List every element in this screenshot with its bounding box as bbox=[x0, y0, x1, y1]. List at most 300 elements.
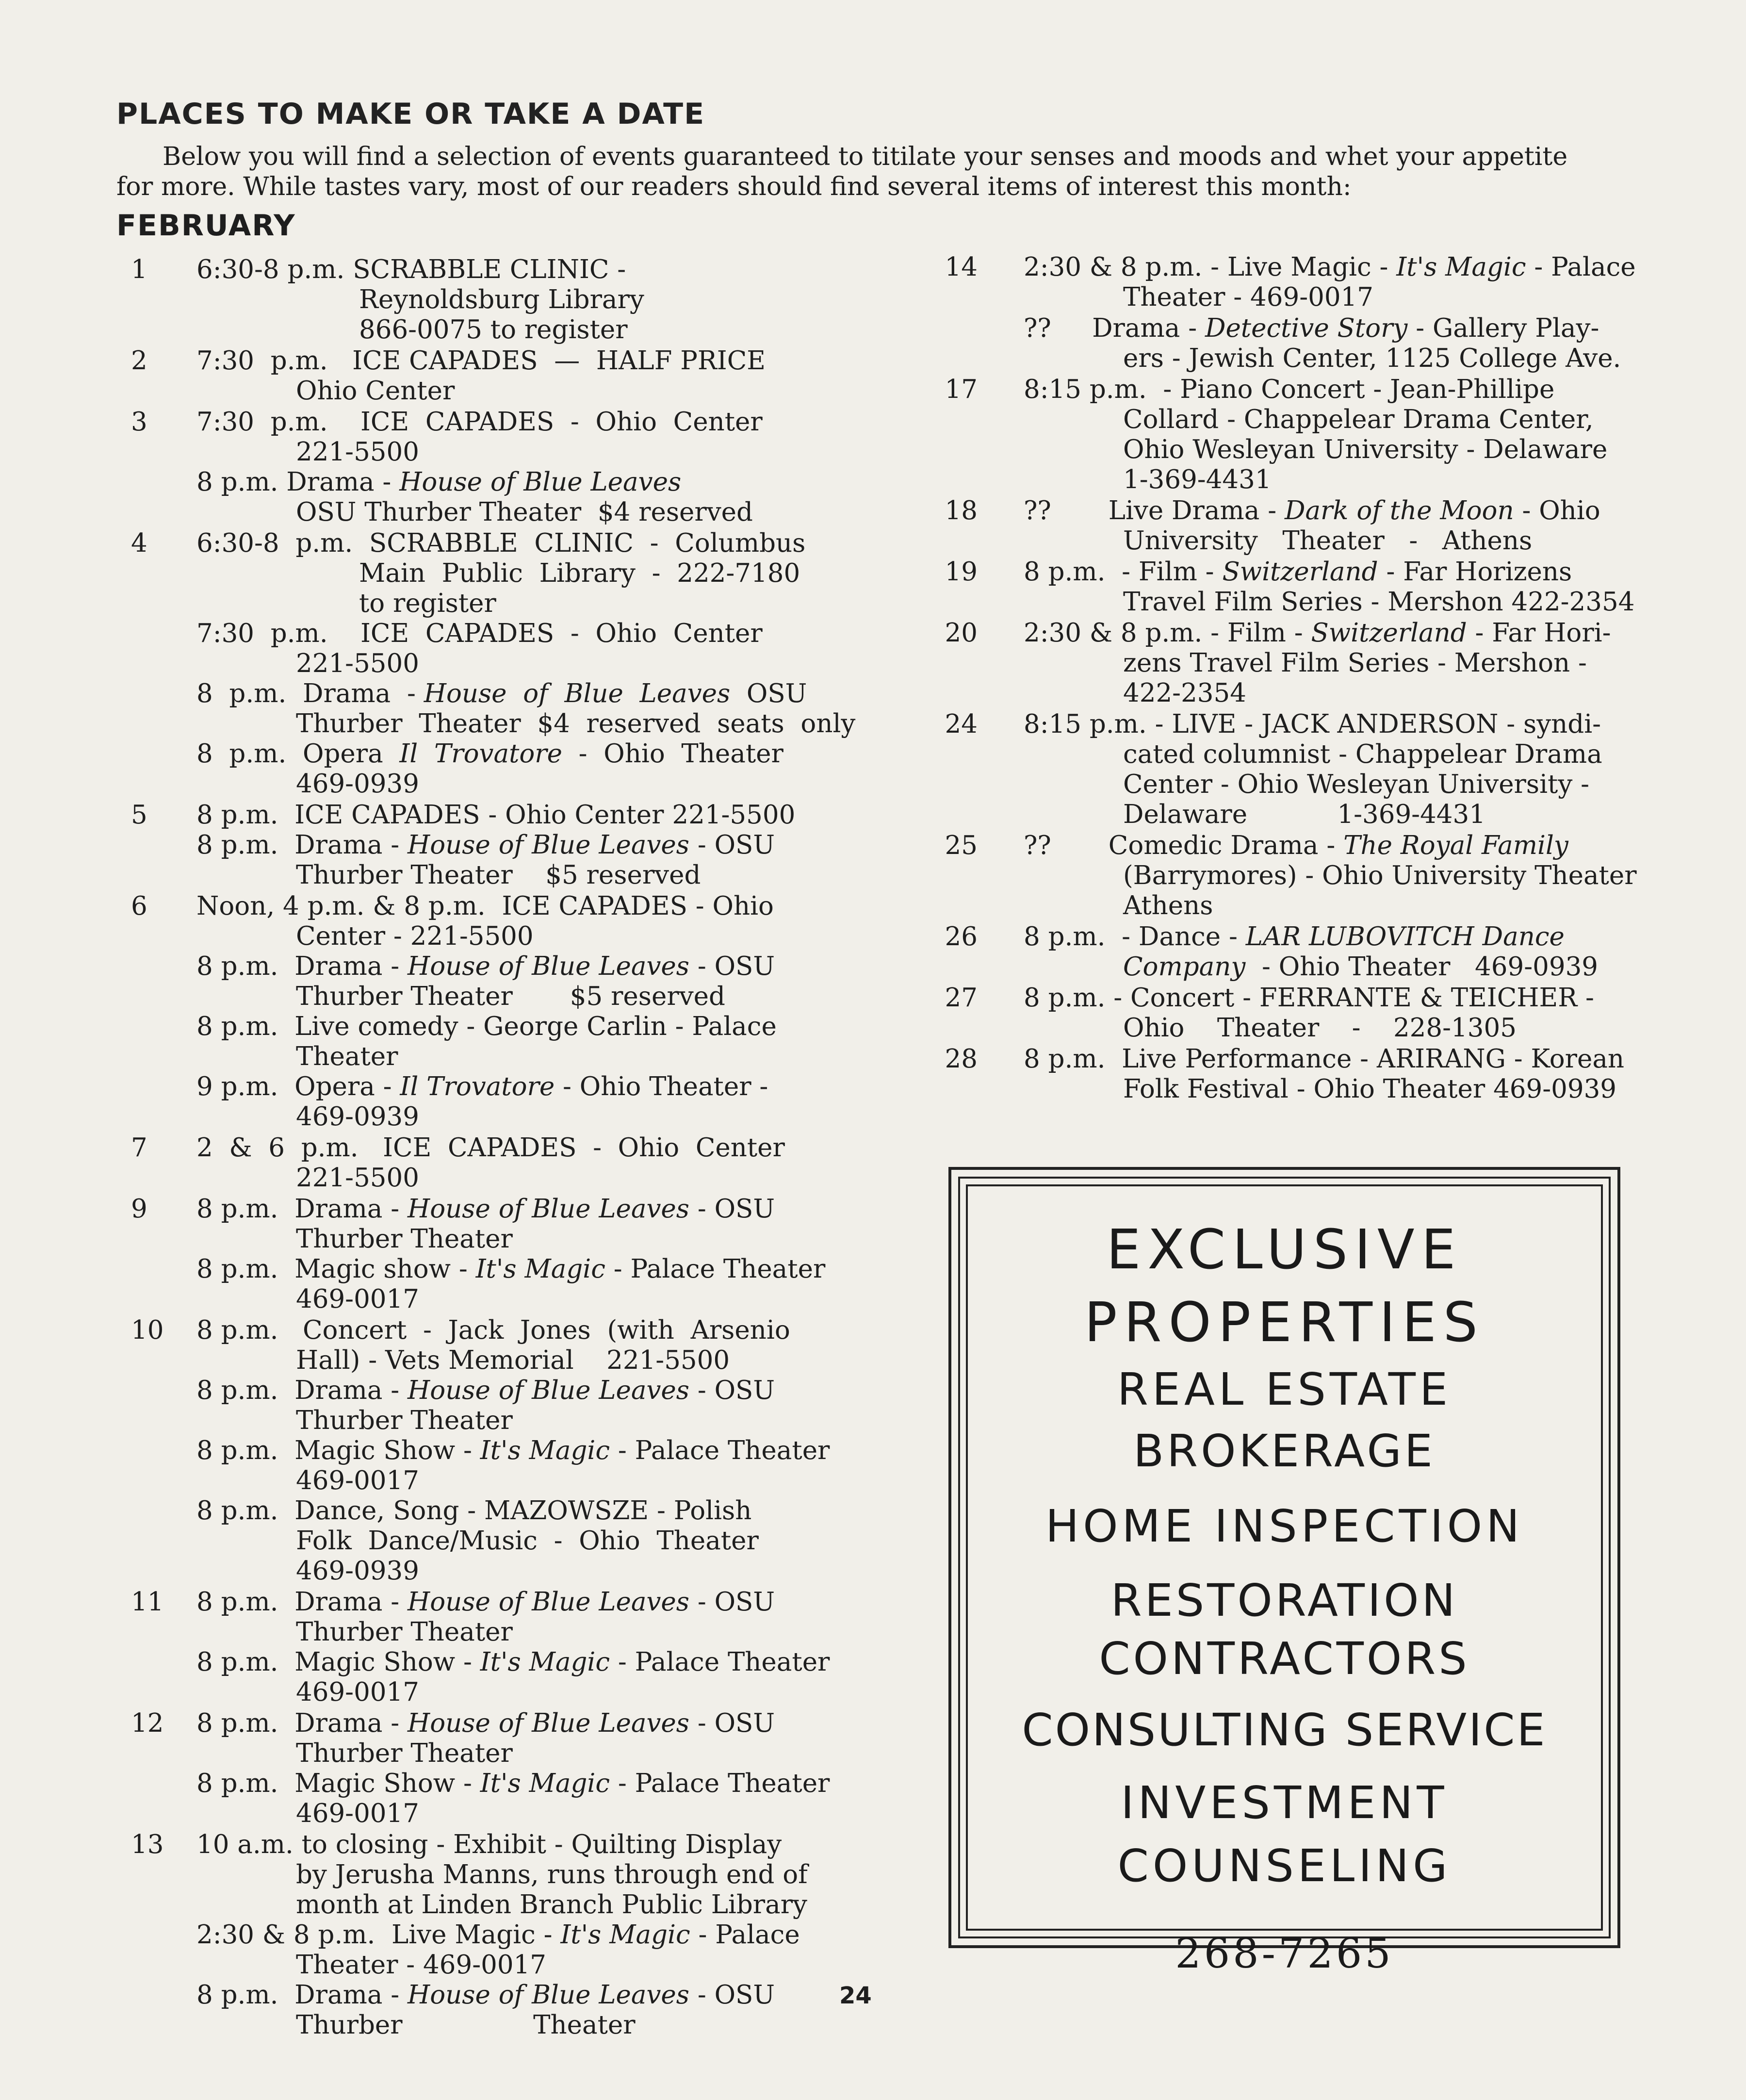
event-text: - OSU bbox=[689, 952, 775, 981]
calendar-day bbox=[939, 313, 1696, 374]
event-text: - Far Hori- bbox=[1467, 618, 1611, 648]
event-entry bbox=[1024, 313, 1696, 374]
event-text: - Palace bbox=[1526, 252, 1636, 282]
calendar-day bbox=[116, 346, 854, 406]
event-text: by Jerusha Manns, runs through end of bbox=[296, 1860, 808, 1889]
event-line bbox=[196, 437, 854, 467]
calendar-day bbox=[939, 496, 1696, 556]
day-number: 1 bbox=[131, 255, 147, 284]
calendar-day bbox=[116, 1133, 854, 1193]
event-line bbox=[196, 739, 854, 769]
day-number: 11 bbox=[131, 1587, 164, 1617]
event-line bbox=[196, 1496, 854, 1526]
event-entry bbox=[1024, 618, 1696, 708]
event-text: Thurber Theater $5 reserved bbox=[296, 860, 701, 890]
event-text: University Theater - Athens bbox=[1123, 526, 1533, 556]
event-line bbox=[1024, 709, 1696, 739]
event-text: - Ohio bbox=[1514, 496, 1600, 525]
event-text: Ohio Wesleyan University - Delaware bbox=[1123, 435, 1608, 464]
ad-phone-number: 268-7265 bbox=[1175, 1930, 1394, 1977]
calendar-day bbox=[939, 557, 1696, 617]
event-line bbox=[1024, 465, 1696, 495]
event-title: House of Blue Leaves bbox=[408, 1376, 689, 1405]
event-text: Collard - Chappelear Drama Center, bbox=[1123, 405, 1594, 434]
event-text: Thurber Theater bbox=[296, 1224, 513, 1254]
event-text: 8 p.m. Drama - bbox=[196, 1194, 408, 1224]
event-title: House of Blue Leaves bbox=[408, 952, 689, 981]
calendar-day bbox=[116, 1708, 854, 1829]
event-text: 2:30 & 8 p.m. - Live Magic - bbox=[1024, 252, 1397, 282]
event-entry bbox=[196, 407, 854, 527]
event-entry bbox=[1024, 831, 1696, 921]
event-text: Hall) - Vets Memorial 221-5500 bbox=[296, 1345, 730, 1375]
event-line bbox=[196, 1920, 854, 1950]
event-line bbox=[196, 315, 854, 345]
event-text: 8 p.m. Magic Show - bbox=[196, 1436, 480, 1465]
event-line bbox=[196, 1102, 854, 1132]
event-line bbox=[196, 1406, 854, 1436]
day-number: 2 bbox=[131, 346, 147, 376]
event-title: It's Magic bbox=[480, 1436, 610, 1465]
event-line bbox=[196, 589, 854, 619]
event-entry bbox=[1024, 922, 1696, 982]
calendar-day bbox=[939, 922, 1696, 982]
event-line bbox=[196, 619, 854, 649]
event-line bbox=[196, 1284, 854, 1314]
event-title: It's Magic bbox=[560, 1920, 690, 1950]
event-text: 469-0939 bbox=[296, 1556, 419, 1586]
day-number: 20 bbox=[945, 618, 978, 648]
event-line bbox=[196, 1315, 854, 1345]
event-line bbox=[196, 558, 854, 589]
event-title: House of Blue Leaves bbox=[408, 1708, 689, 1738]
day-number: 6 bbox=[131, 891, 147, 921]
day-number: 17 bbox=[945, 375, 978, 404]
event-text: 8 p.m. - Dance - bbox=[1024, 922, 1246, 952]
event-entry bbox=[196, 255, 854, 345]
event-text: 8 p.m. Drama - bbox=[196, 1587, 408, 1617]
ad-line: HOME INSPECTION bbox=[1045, 1500, 1524, 1552]
event-text: 8 p.m. Opera bbox=[196, 739, 400, 769]
day-number: 7 bbox=[131, 1133, 147, 1163]
event-entry bbox=[196, 891, 854, 1132]
event-entry bbox=[1024, 375, 1696, 495]
event-line bbox=[196, 346, 854, 376]
day-number: 24 bbox=[945, 709, 978, 739]
event-title: House of Blue Leaves bbox=[408, 830, 689, 860]
event-text: 8 p.m. - Film - bbox=[1024, 557, 1223, 587]
event-line bbox=[196, 1224, 854, 1254]
event-line bbox=[196, 1556, 854, 1586]
event-line bbox=[196, 921, 854, 952]
event-title: LAR LUBOVITCH Dance bbox=[1245, 922, 1565, 952]
ad-line: EXCLUSIVE bbox=[1106, 1218, 1463, 1281]
day-number: 25 bbox=[945, 831, 978, 860]
event-text: - Palace bbox=[690, 1920, 800, 1950]
event-line bbox=[196, 1677, 854, 1707]
event-text: Thurber Theater bbox=[296, 2010, 636, 2040]
calendar-day bbox=[116, 1194, 854, 1314]
calendar-day bbox=[116, 800, 854, 890]
event-line bbox=[196, 830, 854, 860]
event-text: Thurber Theater bbox=[296, 1617, 513, 1647]
event-text: 469-0017 bbox=[296, 1284, 419, 1314]
calendar-day bbox=[116, 407, 854, 527]
event-line bbox=[1024, 770, 1696, 800]
calendar-day bbox=[116, 891, 854, 1132]
event-line bbox=[1024, 831, 1696, 861]
event-line bbox=[1024, 952, 1696, 982]
event-line bbox=[1024, 252, 1696, 282]
event-text: 9 p.m. Opera - bbox=[196, 1072, 400, 1101]
event-title: Il Trovatore bbox=[400, 1072, 555, 1101]
event-text: 8 p.m. Live Performance - ARIRANG - Korean bbox=[1024, 1044, 1625, 1074]
event-line bbox=[196, 1133, 854, 1163]
event-text: Center - 221-5500 bbox=[296, 921, 534, 951]
event-text: - Ohio Theater 469-0939 bbox=[1245, 952, 1599, 982]
event-text: - Palace Theater bbox=[610, 1647, 830, 1677]
event-line bbox=[196, 1466, 854, 1496]
event-line bbox=[1024, 1013, 1696, 1043]
calendar-day bbox=[116, 1315, 854, 1586]
day-number: 26 bbox=[945, 922, 978, 952]
calendar-day bbox=[116, 1587, 854, 1707]
event-text: Main Public Library - 222-7180 bbox=[359, 558, 800, 588]
calendar-day bbox=[939, 252, 1696, 312]
event-text: 221-5500 bbox=[296, 649, 419, 678]
event-line bbox=[196, 528, 854, 558]
event-line bbox=[196, 1950, 854, 1980]
event-text: - Palace Theater bbox=[605, 1254, 826, 1284]
event-line bbox=[196, 1072, 854, 1102]
ad-text bbox=[966, 1214, 1603, 1990]
event-title: House of Blue Leaves bbox=[408, 1587, 689, 1617]
event-entry bbox=[1024, 557, 1696, 617]
event-line bbox=[1024, 739, 1696, 770]
event-line bbox=[1024, 435, 1696, 465]
calendar-day bbox=[939, 983, 1696, 1043]
event-line bbox=[1024, 800, 1696, 830]
event-entry bbox=[196, 1708, 854, 1829]
event-text: 422-2354 bbox=[1123, 678, 1246, 708]
event-text: 8 p.m. Drama - bbox=[196, 1376, 408, 1405]
day-number: 5 bbox=[131, 800, 147, 830]
event-line bbox=[196, 952, 854, 982]
event-text: 221-5500 bbox=[296, 437, 419, 467]
event-line bbox=[196, 1254, 854, 1284]
event-title: House of Blue Leaves bbox=[424, 679, 731, 708]
event-line bbox=[196, 891, 854, 921]
event-line bbox=[196, 1163, 854, 1193]
event-text: 2:30 & 8 p.m. - Film - bbox=[1024, 618, 1311, 648]
ad-line: RESTORATION bbox=[1110, 1575, 1458, 1626]
ad-line: BROKERAGE bbox=[1133, 1425, 1436, 1477]
event-entry bbox=[196, 528, 854, 799]
event-title: House of Blue Leaves bbox=[408, 1980, 689, 2010]
event-text: - Palace Theater bbox=[610, 1769, 830, 1798]
event-text: 8 p.m. Drama - bbox=[196, 1708, 408, 1738]
event-text: Thurber Theater $4 reserved seats only bbox=[296, 709, 856, 738]
event-text: - OSU bbox=[689, 1980, 775, 2010]
day-number: 12 bbox=[131, 1708, 164, 1738]
event-title: House of Blue Leaves bbox=[399, 467, 682, 497]
event-text: Ohio Center bbox=[296, 376, 455, 406]
event-text: 1-369-4431 bbox=[1123, 465, 1272, 494]
event-text: ?? Live Drama - bbox=[1024, 496, 1285, 525]
event-line bbox=[196, 2010, 854, 2040]
event-text: 8 p.m. - Concert - FERRANTE & TEICHER - bbox=[1024, 983, 1594, 1013]
advertisement-box bbox=[948, 1167, 1620, 1977]
event-text: 6:30-8 p.m. SCRABBLE CLINIC - Columbus bbox=[196, 528, 806, 558]
event-entry bbox=[1024, 709, 1696, 830]
event-text: 8 p.m. Drama - bbox=[196, 952, 408, 981]
event-line bbox=[196, 709, 854, 739]
event-text: - Ohio Theater - bbox=[555, 1072, 768, 1101]
event-title: Detective Story bbox=[1205, 313, 1408, 343]
event-text: 10 a.m. to closing - Exhibit - Quilting Display bbox=[196, 1830, 782, 1859]
event-text: Theater bbox=[296, 1042, 398, 1071]
event-line bbox=[196, 649, 854, 679]
event-title: Switzerland bbox=[1311, 618, 1467, 648]
event-line bbox=[196, 407, 854, 437]
event-text: 6:30-8 p.m. SCRABBLE CLINIC - bbox=[196, 255, 626, 284]
event-line bbox=[1024, 344, 1696, 374]
event-line bbox=[1024, 526, 1696, 556]
event-text: Delaware 1-369-4431 bbox=[1123, 800, 1485, 829]
event-text: 469-0017 bbox=[296, 1799, 419, 1828]
event-line bbox=[196, 1376, 854, 1406]
event-line bbox=[196, 769, 854, 799]
event-line bbox=[196, 1980, 854, 2010]
event-text: Thurber Theater bbox=[296, 1406, 513, 1435]
calendar-day bbox=[116, 1830, 854, 2040]
event-text: Center - Ohio Wesleyan University - bbox=[1123, 770, 1590, 799]
event-text: - OSU bbox=[689, 1376, 775, 1405]
event-text: Ohio Theater - 228-1305 bbox=[1123, 1013, 1517, 1043]
event-text: OSU Thurber Theater $4 reserved bbox=[296, 497, 753, 527]
event-title: House of Blue Leaves bbox=[408, 1194, 689, 1224]
event-line bbox=[196, 1739, 854, 1769]
intro-line: for more. While tastes vary, most of our readers should find several items of interest this month: bbox=[116, 172, 1352, 201]
event-entry bbox=[196, 1194, 854, 1314]
event-entry bbox=[196, 800, 854, 890]
ad-line: INVESTMENT bbox=[1121, 1777, 1448, 1829]
event-text: ?? Drama - bbox=[1024, 313, 1205, 343]
calendar-day bbox=[939, 618, 1696, 708]
day-number: 18 bbox=[945, 496, 978, 525]
event-line bbox=[196, 1617, 854, 1647]
event-line bbox=[196, 1890, 854, 1920]
event-text: to register bbox=[359, 589, 496, 618]
event-line bbox=[196, 1769, 854, 1799]
event-text: Noon, 4 p.m. & 8 p.m. ICE CAPADES - Ohio bbox=[196, 891, 774, 921]
calendar-day bbox=[939, 831, 1696, 921]
event-text: 469-0939 bbox=[296, 1102, 419, 1132]
calendar-day bbox=[939, 1044, 1696, 1104]
event-title: Switzerland bbox=[1222, 557, 1378, 587]
event-text: 8 p.m. Drama - bbox=[196, 679, 424, 708]
event-text: 8 p.m. Magic Show - bbox=[196, 1769, 480, 1798]
event-title: It's Magic bbox=[475, 1254, 605, 1284]
day-number: 10 bbox=[131, 1315, 164, 1345]
calendar-day bbox=[939, 709, 1696, 830]
event-text: - Gallery Play- bbox=[1407, 313, 1599, 343]
event-text: Thurber Theater $5 reserved bbox=[296, 982, 725, 1011]
event-text: month at Linden Branch Public Library bbox=[296, 1890, 807, 1920]
day-number: 13 bbox=[131, 1830, 164, 1859]
day-number: 27 bbox=[945, 983, 978, 1013]
event-line bbox=[1024, 405, 1696, 435]
event-line bbox=[1024, 618, 1696, 648]
event-line bbox=[196, 1830, 854, 1860]
event-text: 2 & 6 p.m. ICE CAPADES - Ohio Center bbox=[196, 1133, 785, 1163]
event-line bbox=[196, 1587, 854, 1617]
event-text: Reynoldsburg Library bbox=[359, 285, 644, 314]
event-text: Folk Festival - Ohio Theater 469-0939 bbox=[1123, 1074, 1617, 1104]
event-text: 8 p.m. Dance, Song - MAZOWSZE - Polish bbox=[196, 1496, 752, 1526]
day-number: 4 bbox=[131, 528, 147, 558]
calendar-day bbox=[939, 375, 1696, 495]
event-text: 8 p.m. ICE CAPADES - Ohio Center 221-5500 bbox=[196, 800, 796, 830]
intro-line: Below you will find a selection of events guaranteed to titilate your senses and moods and whet your appetite bbox=[163, 142, 1568, 171]
ad-line: CONTRACTORS bbox=[1099, 1633, 1470, 1685]
event-line bbox=[1024, 587, 1696, 617]
event-title: Il Trovatore bbox=[399, 739, 562, 769]
event-text: 8 p.m. Magic show - bbox=[196, 1254, 476, 1284]
intro-paragraph bbox=[116, 142, 1659, 202]
event-line bbox=[196, 1345, 854, 1376]
event-text: 8:15 p.m. - Piano Concert - Jean-Phillipe bbox=[1024, 375, 1555, 404]
event-line bbox=[196, 1647, 854, 1677]
event-line bbox=[1024, 313, 1696, 344]
event-line bbox=[1024, 496, 1696, 526]
event-entry bbox=[196, 1830, 854, 2040]
event-line bbox=[196, 1799, 854, 1829]
ad-line: CONSULTING SERVICE bbox=[1022, 1704, 1547, 1756]
event-line bbox=[1024, 375, 1696, 405]
event-text: 8 p.m. Concert - Jack Jones (with Arsenio bbox=[196, 1315, 790, 1345]
calendar-day bbox=[116, 255, 854, 345]
event-text: - Ohio Theater bbox=[562, 739, 783, 769]
event-text: 8 p.m. Live comedy - George Carlin - Palace bbox=[196, 1012, 777, 1041]
ad-line: REAL ESTATE bbox=[1117, 1363, 1452, 1415]
event-entry bbox=[196, 1315, 854, 1586]
event-text: Travel Film Series - Mershon 422-2354 bbox=[1123, 587, 1635, 617]
calendar-day bbox=[116, 528, 854, 799]
day-number: 3 bbox=[131, 407, 147, 437]
events-right-column bbox=[939, 252, 1696, 1104]
event-line bbox=[1024, 282, 1696, 312]
event-text: zens Travel Film Series - Mershon - bbox=[1123, 648, 1587, 678]
event-entry bbox=[1024, 252, 1696, 312]
event-line bbox=[1024, 861, 1696, 891]
event-text: 8 p.m. Drama - bbox=[196, 830, 408, 860]
event-text: cated columnist - Chappelear Drama bbox=[1123, 739, 1602, 769]
event-title: It's Magic bbox=[1396, 252, 1526, 282]
ad-line: COUNSELING bbox=[1117, 1840, 1452, 1892]
event-line bbox=[196, 1042, 854, 1072]
event-line bbox=[196, 860, 854, 890]
event-title: It's Magic bbox=[480, 1647, 610, 1677]
event-text: 8 p.m. Magic Show - bbox=[196, 1647, 480, 1677]
event-text: 7:30 p.m. ICE CAPADES - Ohio Center bbox=[196, 619, 763, 648]
event-text: Theater - 469-0017 bbox=[296, 1950, 546, 1980]
event-text: ers - Jewish Center, 1125 College Ave. bbox=[1123, 344, 1621, 373]
event-text: ?? Comedic Drama - bbox=[1024, 831, 1344, 860]
event-text: 8:15 p.m. - LIVE - JACK ANDERSON - syndi- bbox=[1024, 709, 1601, 739]
event-entry bbox=[196, 1133, 854, 1193]
event-line bbox=[196, 467, 854, 497]
event-entry bbox=[1024, 1044, 1696, 1104]
event-text: 469-0017 bbox=[296, 1677, 419, 1707]
event-text: Theater - 469-0017 bbox=[1123, 282, 1373, 312]
event-text: 7:30 p.m. ICE CAPADES — HALF PRICE bbox=[196, 346, 766, 376]
event-line bbox=[196, 800, 854, 830]
event-text: - OSU bbox=[689, 1587, 775, 1617]
event-line bbox=[196, 679, 854, 709]
event-line bbox=[1024, 922, 1696, 952]
event-text: - OSU bbox=[689, 830, 775, 860]
event-line bbox=[196, 1194, 854, 1224]
section-heading: PLACES TO MAKE OR TAKE A DATE bbox=[116, 97, 705, 131]
event-text: 2:30 & 8 p.m. Live Magic - bbox=[196, 1920, 561, 1950]
event-text: - OSU bbox=[689, 1194, 775, 1224]
event-text: - OSU bbox=[689, 1708, 775, 1738]
event-title: Company bbox=[1123, 952, 1246, 982]
event-line bbox=[196, 1012, 854, 1042]
event-entry bbox=[1024, 983, 1696, 1043]
events-left-column bbox=[116, 255, 854, 2040]
day-number: 28 bbox=[945, 1044, 978, 1074]
event-line bbox=[196, 982, 854, 1012]
day-number: 14 bbox=[945, 252, 978, 282]
event-entry bbox=[196, 346, 854, 406]
event-line bbox=[196, 1436, 854, 1466]
event-text: Athens bbox=[1123, 891, 1213, 920]
event-text: 866-0075 to register bbox=[359, 315, 628, 345]
event-line bbox=[196, 255, 854, 285]
event-entry bbox=[1024, 496, 1696, 556]
event-text: 469-0017 bbox=[296, 1466, 419, 1495]
page-number: 24 bbox=[839, 1982, 872, 2009]
event-line bbox=[1024, 557, 1696, 587]
event-line bbox=[1024, 891, 1696, 921]
event-line bbox=[196, 1526, 854, 1556]
event-line bbox=[1024, 678, 1696, 708]
event-text: (Barrymores) - Ohio University Theater bbox=[1123, 861, 1637, 890]
event-text: 8 p.m. Drama - bbox=[196, 1980, 408, 2010]
event-title: It's Magic bbox=[480, 1769, 610, 1798]
event-text: - Far Horizens bbox=[1378, 557, 1572, 587]
event-line bbox=[1024, 648, 1696, 678]
event-line bbox=[1024, 1044, 1696, 1074]
event-text: OSU bbox=[730, 679, 807, 708]
event-title: Dark of the Moon bbox=[1284, 496, 1514, 525]
ad-line: PROPERTIES bbox=[1084, 1291, 1485, 1354]
event-line bbox=[1024, 983, 1696, 1013]
event-text: 221-5500 bbox=[296, 1163, 419, 1193]
event-line bbox=[1024, 1074, 1696, 1104]
event-title: The Royal Family bbox=[1343, 831, 1568, 860]
event-entry bbox=[196, 1587, 854, 1707]
event-line bbox=[196, 1860, 854, 1890]
event-line bbox=[196, 376, 854, 406]
day-number: 9 bbox=[131, 1194, 147, 1224]
event-line bbox=[196, 1708, 854, 1739]
event-text: Thurber Theater bbox=[296, 1739, 513, 1768]
event-text: - Palace Theater bbox=[610, 1436, 830, 1465]
event-line bbox=[196, 497, 854, 527]
